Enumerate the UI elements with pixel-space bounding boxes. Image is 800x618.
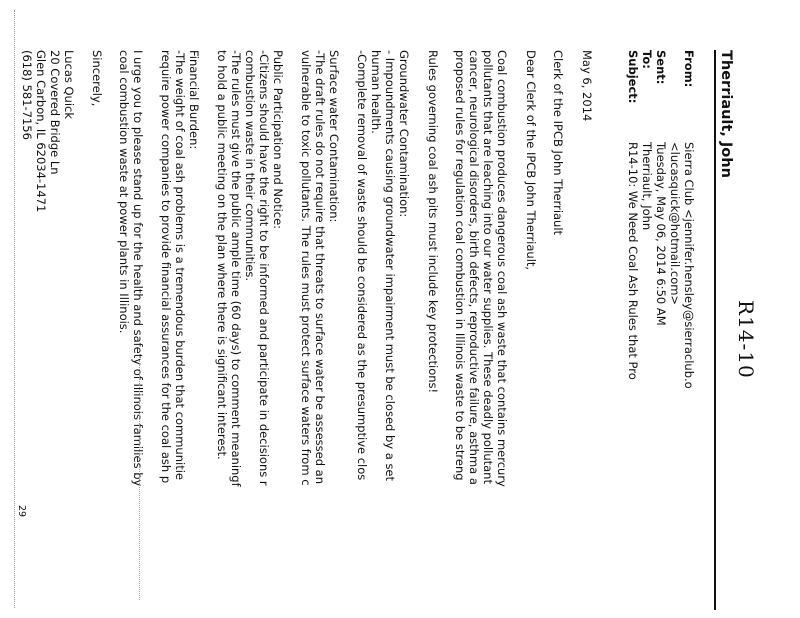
body-line: -Complete removal of waste should be considered as the presumptive clos	[355, 50, 369, 481]
body-line: -The weight of coal ash problems is a tremendous burden that communitie	[173, 50, 187, 480]
header-value-sent: Tuesday, May 06, 2014 6:50 AM	[654, 142, 668, 326]
body-line: vulnerable to toxic pollutants. The rules must protect surface waters from c	[299, 50, 313, 486]
header-value-from: Sierra Club <jennifer.hensley@sierraclub.o	[682, 142, 696, 389]
section-heading-surface-water: Surface water Contamination:	[327, 50, 341, 223]
section-heading-financial-burden: Financial Burden:	[187, 50, 201, 150]
header-label-sent: Sent:	[654, 50, 668, 85]
scan-artifact-line	[139, 360, 140, 600]
section-heading-public-participation: Public Participation and Notice:	[271, 50, 285, 230]
signer-phone: (618) 581-7156	[20, 50, 34, 140]
letter-salutation: Dear Clerk of the IPCB John Therriault,	[524, 50, 538, 271]
letter-recipient: Clerk of the IPCB John Therriault	[551, 50, 565, 236]
body-line: - Impoundments causing groundwater impairment must be closed by a set	[383, 50, 397, 482]
signer-name: Lucas Quick	[62, 50, 76, 120]
scan-artifact-line	[14, 10, 15, 608]
header-label-subject: Subject:	[626, 50, 640, 104]
body-line: cancer, neurological disorders, birth defects, reproductive failure, asthma a	[467, 50, 481, 485]
body-line: to hold a public meeting on the plan where there is significant interest.	[215, 50, 229, 460]
body-line: proposed rules for regulation coal combustion in Illinois waste to be streng	[453, 50, 467, 481]
body-line: -The rules must give the public ample time (60 days) to comment meaningf	[229, 50, 243, 487]
header-value-from-address: <lucasquick@hotmail.com>	[668, 142, 682, 306]
page-number: 29	[16, 505, 27, 518]
body-line: Coal combustion produces dangerous coal ash waste that contains mercury	[495, 50, 509, 487]
body-line: human health.	[369, 50, 383, 134]
body-line: Rules governing coal ash pits must include key protections!	[426, 50, 440, 394]
body-line: require power companies to provide financial assurances for the coal ash p	[159, 50, 173, 484]
header-label-from: From:	[682, 50, 696, 88]
signer-street: 20 Covered Bridge Ln	[48, 50, 62, 175]
signer-city: Glen Carbon, IL 62034-1471	[34, 50, 48, 213]
body-line: combustion waste in their communities.	[243, 50, 257, 282]
section-heading-groundwater: Groundwater Contamination:	[397, 50, 411, 218]
header-label-to: To:	[640, 50, 654, 69]
heading-divider	[714, 50, 716, 610]
letter-date: May 6, 2014	[580, 50, 594, 122]
header-value-to: Therriault, John	[640, 142, 654, 231]
body-line: -The draft rules do not require that threats to surface water be assessed an	[313, 50, 327, 485]
sender-name-heading: Therriault, John	[718, 50, 734, 178]
body-line: -Citizens should have the right to be informed and participate in decisions r	[257, 50, 271, 486]
header-value-subject: R14-10: We Need Coal Ash Rules that Pro	[626, 142, 640, 380]
body-line: coal combustion waste at power plants in Illinois.	[117, 50, 131, 334]
body-line: pollutants that are leaching into our water supplies. These deadly pollutant	[481, 50, 495, 484]
letter-closing: Sincerely,	[90, 50, 104, 107]
document-id: R14-10	[734, 300, 758, 379]
body-line: I urge you to please stand up for the health and safety of Illinois families by	[131, 50, 145, 487]
